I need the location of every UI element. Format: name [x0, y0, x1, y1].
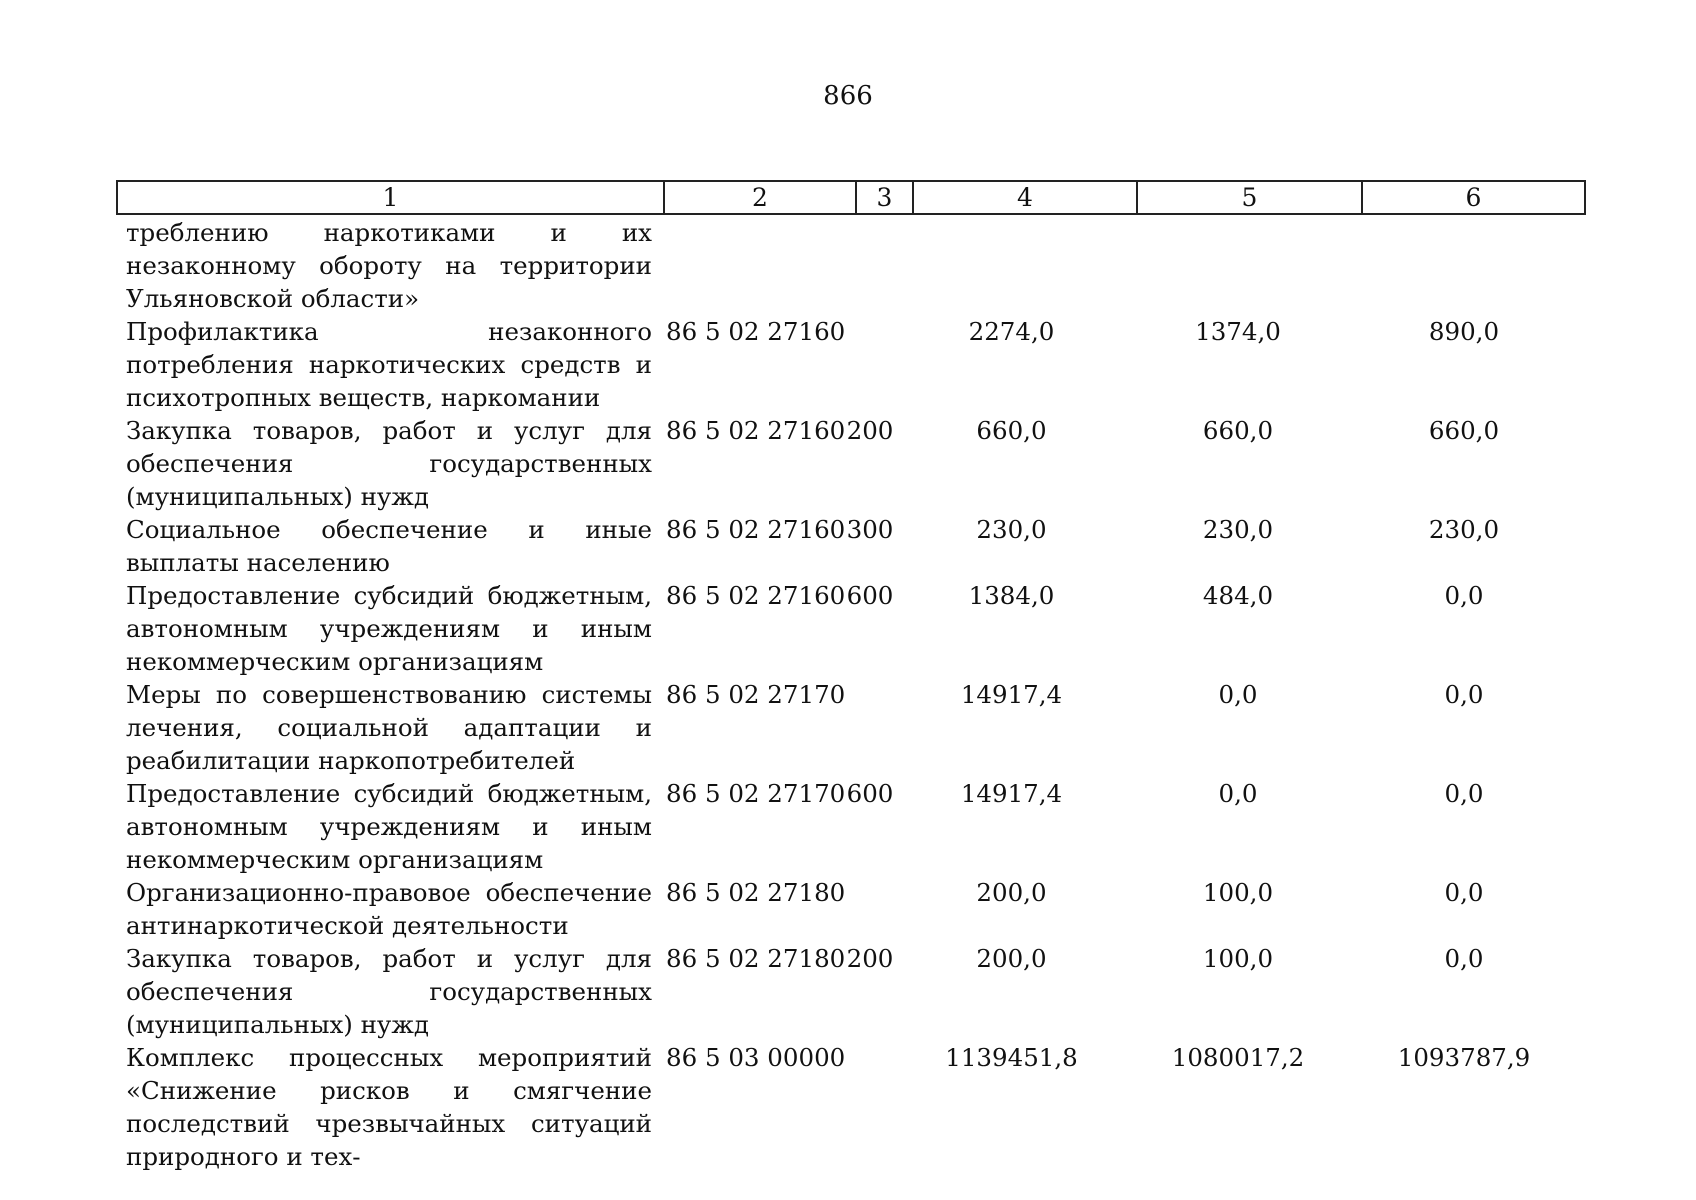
table-row: [116, 315, 1586, 414]
table-row: [116, 1041, 1586, 1173]
row-value-6: 1093787,9: [1397, 1043, 1531, 1072]
row-value-5: 0,0: [1218, 680, 1258, 709]
row-value-5: 100,0: [1202, 878, 1274, 907]
row-code: 86 5 02 27160: [666, 515, 846, 544]
row-value-6: 0,0: [1444, 779, 1484, 808]
row-name: треблению наркотиками и их незаконному обороту на территории Ульяновской области»: [126, 218, 652, 313]
row-value-4: 230,0: [976, 515, 1047, 544]
table-row: [116, 513, 1586, 579]
row-value-4: 14917,4: [960, 779, 1063, 808]
row-value-4: 14917,4: [960, 680, 1063, 709]
row-name: Меры по совершенствованию системы лечения, социальной адаптации и реабилитации наркопотребителей: [126, 680, 652, 775]
table-row: [116, 414, 1586, 513]
row-code: 86 5 02 27160: [666, 416, 846, 445]
row-value-6: 660,0: [1428, 416, 1500, 445]
row-type: 600: [846, 779, 894, 808]
row-code: 86 5 02 27170: [666, 779, 846, 808]
row-value-5: 0,0: [1218, 779, 1258, 808]
row-code: 86 5 02 27180: [666, 878, 846, 907]
row-value-4: 660,0: [976, 416, 1047, 445]
table-row: [116, 678, 1586, 777]
row-value-5: 484,0: [1202, 581, 1274, 610]
row-type: 200: [846, 944, 894, 973]
row-value-6: 0,0: [1444, 878, 1484, 907]
row-value-6: 890,0: [1428, 317, 1500, 346]
row-type: 600: [846, 581, 894, 610]
row-value-4: 1384,0: [968, 581, 1055, 610]
row-code: 86 5 02 27180: [666, 944, 846, 973]
row-value-5: 660,0: [1202, 416, 1274, 445]
row-value-6: 0,0: [1444, 581, 1484, 610]
row-name: Предоставление субсидий бюджетным, автономным учреждениям и иным некоммерческим организациям: [126, 779, 652, 874]
row-value-6: 230,0: [1428, 515, 1500, 544]
row-value-4: 2274,0: [968, 317, 1055, 346]
row-code: 86 5 02 27170: [666, 680, 846, 709]
row-name: Социальное обеспечение и иные выплаты населению: [126, 515, 652, 577]
table-row: [116, 777, 1586, 876]
row-value-5: 100,0: [1202, 944, 1274, 973]
page-number: 866: [823, 81, 873, 111]
row-value-4: 1139451,8: [945, 1043, 1078, 1072]
header-col-1: 1: [118, 182, 665, 213]
row-name: Организационно-правовое обеспечение антинаркотической деятельности: [126, 878, 652, 940]
header-col-4: 4: [914, 182, 1138, 213]
row-value-5: 230,0: [1202, 515, 1274, 544]
table-body: [116, 216, 1586, 1173]
row-code: 86 5 02 27160: [666, 581, 846, 610]
row-name: Закупка товаров, работ и услуг для обеспечения государственных (муниципальных) нужд: [126, 944, 652, 1039]
row-value-4: 200,0: [976, 944, 1047, 973]
table-row: [116, 942, 1586, 1041]
table-row: [116, 216, 1586, 315]
header-col-2: 2: [665, 182, 857, 213]
row-value-6: 0,0: [1444, 944, 1484, 973]
row-value-6: 0,0: [1444, 680, 1484, 709]
row-value-5: 1080017,2: [1171, 1043, 1305, 1072]
row-type: 300: [846, 515, 894, 544]
table-row: [116, 876, 1586, 942]
row-value-4: 200,0: [976, 878, 1047, 907]
row-code: 86 5 03 00000: [666, 1043, 846, 1072]
row-name: Комплекс процессных мероприятий «Снижение рисков и смягчение последствий чрезвычайных ситуаций природного и тех-: [126, 1043, 652, 1171]
table-row: [116, 579, 1586, 678]
row-value-5: 1374,0: [1195, 317, 1281, 346]
row-name: Профилактика незаконного потребления наркотических средств и психотропных веществ, наркомании: [126, 317, 652, 412]
header-col-3: 3: [857, 182, 914, 213]
row-type: 200: [846, 416, 894, 445]
header-col-6: 6: [1465, 183, 1482, 212]
table-header: [116, 180, 1586, 215]
row-code: 86 5 02 27160: [666, 317, 846, 346]
row-name: Предоставление субсидий бюджетным, автономным учреждениям и иным некоммерческим организациям: [126, 581, 652, 676]
row-name: Закупка товаров, работ и услуг для обеспечения государственных (муниципальных) нужд: [126, 416, 652, 511]
header-col-5: 5: [1138, 182, 1363, 213]
